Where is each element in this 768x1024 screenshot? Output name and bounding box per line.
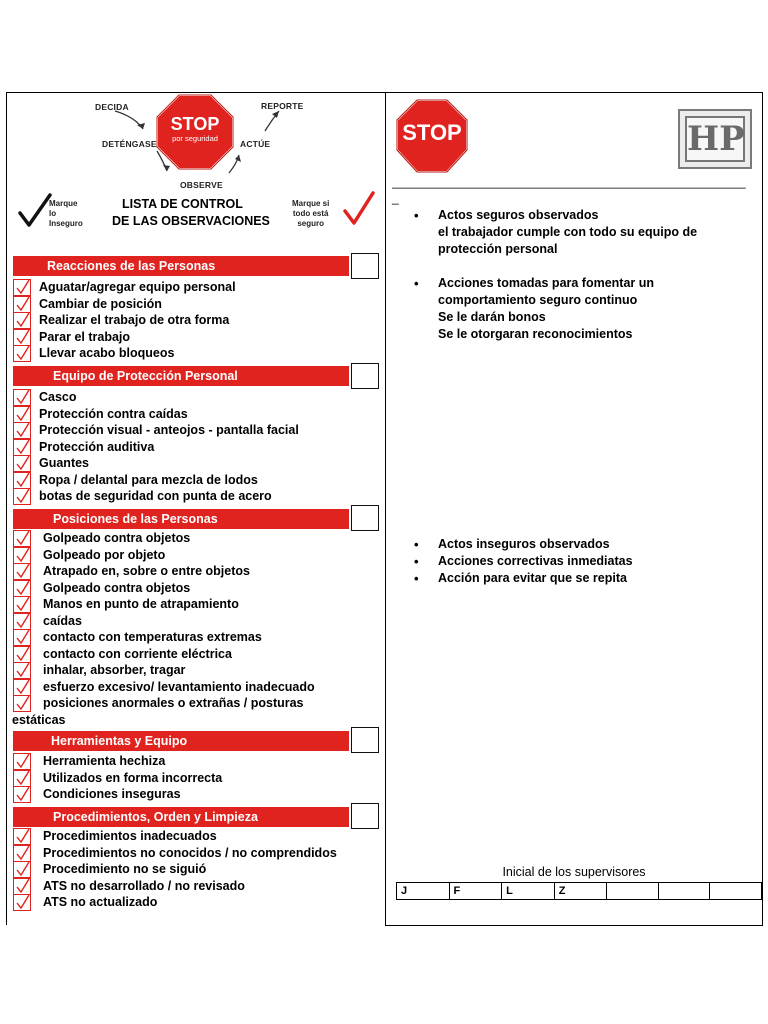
section-header-procedimientos: Procedimientos, Orden y Limpieza: [13, 807, 349, 827]
list-item: Procedimiento no se siguió: [13, 861, 385, 878]
list-item: Ropa / delantal para mezcla de lodos: [13, 472, 385, 489]
hp-logo: HP: [678, 109, 752, 169]
list-item: Golpeado por objeto: [13, 547, 385, 564]
right-column: [385, 92, 763, 926]
stop-sign-text: STOP: [170, 114, 220, 134]
section-list-posiciones: [13, 530, 385, 728]
marque-seguro-label: Marque si todo está seguro: [292, 199, 330, 228]
checkbox[interactable]: [13, 828, 31, 845]
initial-cell[interactable]: J: [397, 883, 450, 900]
checkbox[interactable]: [13, 629, 31, 646]
flow-arrows-graphic: [7, 93, 386, 193]
checkbox[interactable]: [13, 422, 31, 439]
section-checkbox-reacciones[interactable]: [351, 253, 379, 279]
checkbox[interactable]: [13, 580, 31, 597]
checkbox[interactable]: [13, 894, 31, 911]
list-item: Utilizados en forma incorrecta: [13, 770, 385, 787]
checkbox[interactable]: [13, 406, 31, 423]
section-list-epp: [13, 389, 385, 505]
bullet-item: • Acciones tomadas para fomentar un comportamiento seguro continuo Se le darán bonos Se le otorgaran reconocimientos: [414, 275, 754, 343]
list-item: Procedimientos inadecuados: [13, 828, 385, 845]
initial-cell[interactable]: F: [449, 883, 502, 900]
list-item: Realizar el trabajo de otra forma: [13, 312, 385, 329]
flow-label-observe: OBSERVE: [180, 180, 223, 190]
supervisor-initials-table: [396, 882, 762, 900]
section-header-epp: Equipo de Protección Personal: [13, 366, 349, 386]
checkbox[interactable]: [13, 845, 31, 862]
flow-label-detengase: DETÉNGASE: [102, 139, 157, 149]
list-item: Manos en punto de atrapamiento: [13, 596, 385, 613]
checkbox[interactable]: [13, 530, 31, 547]
section-header-posiciones: Posiciones de las Personas: [13, 509, 349, 529]
safe-acts-block: [414, 207, 754, 343]
list-item: ATS no desarrollado / no revisado: [13, 878, 385, 895]
checklist-title: LISTA DE CONTROL DE LAS OBSERVACIONES: [112, 197, 270, 228]
list-item: Protección auditiva: [13, 439, 385, 456]
checkbox[interactable]: [13, 329, 31, 346]
section-checkbox-epp[interactable]: [351, 363, 379, 389]
checkbox[interactable]: [13, 646, 31, 663]
list-item: contacto con corriente eléctrica: [13, 646, 385, 663]
list-item: inhalar, absorber, tragar: [13, 662, 385, 679]
list-item: Parar el trabajo: [13, 329, 385, 346]
checkbox[interactable]: [13, 753, 31, 770]
check-red-icon: [342, 191, 376, 227]
left-column: [6, 92, 386, 925]
marque-inseguro-label: Marque lo Inseguro: [49, 199, 83, 228]
list-item: Llevar acabo bloqueos: [13, 345, 385, 362]
checkbox[interactable]: [13, 679, 31, 696]
initial-cell[interactable]: L: [502, 883, 555, 900]
section-header-herramientas: Herramientas y Equipo: [13, 731, 349, 751]
checkbox[interactable]: [13, 695, 31, 712]
initial-cell[interactable]: [658, 883, 710, 900]
bullet-item: • Actos inseguros observados: [414, 536, 754, 553]
list-item: Guantes: [13, 455, 385, 472]
section-header-reacciones: Reacciones de las Personas: [13, 256, 349, 276]
section-list-reacciones: [13, 279, 385, 362]
checkbox[interactable]: [13, 613, 31, 630]
checkbox[interactable]: [13, 472, 31, 489]
bullet-item: • Actos seguros observados el trabajador cumple con todo su equipo de protección personal: [414, 207, 754, 258]
list-item: Atrapado en, sobre o entre objetos: [13, 563, 385, 580]
stop-sign-subtext: por seguridad: [172, 134, 218, 143]
checkbox[interactable]: [13, 563, 31, 580]
stop-sign-text: STOP: [402, 120, 462, 145]
checkbox[interactable]: [13, 389, 31, 406]
list-item-continuation: estáticas: [12, 712, 66, 727]
list-item: botas de seguridad con punta de acero: [13, 488, 385, 505]
checkbox[interactable]: [13, 878, 31, 895]
section-checkbox-posiciones[interactable]: [351, 505, 379, 531]
check-black-icon: [17, 193, 53, 229]
checkbox[interactable]: [13, 312, 31, 329]
signature-line: _____________________________________________________: [392, 175, 746, 189]
list-item: Cambiar de posición: [13, 296, 385, 313]
list-item: esfuerzo excesivo/ levantamiento inadecuado: [13, 679, 385, 696]
stop-flow-diagram: [7, 93, 386, 193]
section-checkbox-herramientas[interactable]: [351, 727, 379, 753]
checkbox[interactable]: [13, 296, 31, 313]
flow-label-reporte: REPORTE: [261, 101, 304, 111]
list-item: posiciones anormales o extrañas / posturas: [13, 695, 385, 712]
list-item: ATS no actualizado: [13, 894, 385, 911]
checklist-card: [6, 92, 762, 924]
list-item: Herramienta hechiza: [13, 753, 385, 770]
checkbox[interactable]: [13, 786, 31, 803]
bullet-item: • Acciones correctivas inmediatas: [414, 553, 754, 570]
checkbox[interactable]: [13, 770, 31, 787]
initial-cell[interactable]: Z: [554, 883, 607, 900]
list-item: caídas: [13, 613, 385, 630]
section-list-procedimientos: [13, 828, 385, 911]
initial-cell[interactable]: [710, 883, 762, 900]
list-item: Condiciones inseguras: [13, 786, 385, 803]
list-item: Casco: [13, 389, 385, 406]
list-item: contacto con temperaturas extremas: [13, 629, 385, 646]
checkbox[interactable]: [13, 455, 31, 472]
list-item: Golpeado contra objetos: [13, 580, 385, 597]
list-item: Golpeado contra objetos: [13, 530, 385, 547]
checkbox[interactable]: [13, 279, 31, 296]
bullet-item: • Acción para evitar que se repita: [414, 570, 754, 587]
list-item: Protección contra caídas: [13, 406, 385, 423]
checkbox[interactable]: [13, 547, 31, 564]
checkbox[interactable]: [13, 596, 31, 613]
checkbox[interactable]: [13, 488, 31, 505]
list-item: Procedimientos no conocidos / no comprendidos: [13, 845, 385, 862]
unsafe-acts-block: [414, 536, 754, 587]
section-list-herramientas: [13, 753, 385, 803]
flow-label-decida: DECIDA: [95, 102, 129, 112]
checkbox[interactable]: [13, 345, 31, 362]
checkbox[interactable]: [13, 662, 31, 679]
flow-label-actue: ACTÚE: [240, 139, 271, 149]
initial-cell[interactable]: [607, 883, 659, 900]
checkbox[interactable]: [13, 439, 31, 456]
section-checkbox-procedimientos[interactable]: [351, 803, 379, 829]
list-item: Protección visual - anteojos - pantalla facial: [13, 422, 385, 439]
checkbox[interactable]: [13, 861, 31, 878]
signature-line-tail: _: [392, 191, 399, 205]
supervisor-initials-title: Inicial de los supervisores: [502, 865, 646, 879]
list-item: Aguatar/agregar equipo personal: [13, 279, 385, 296]
